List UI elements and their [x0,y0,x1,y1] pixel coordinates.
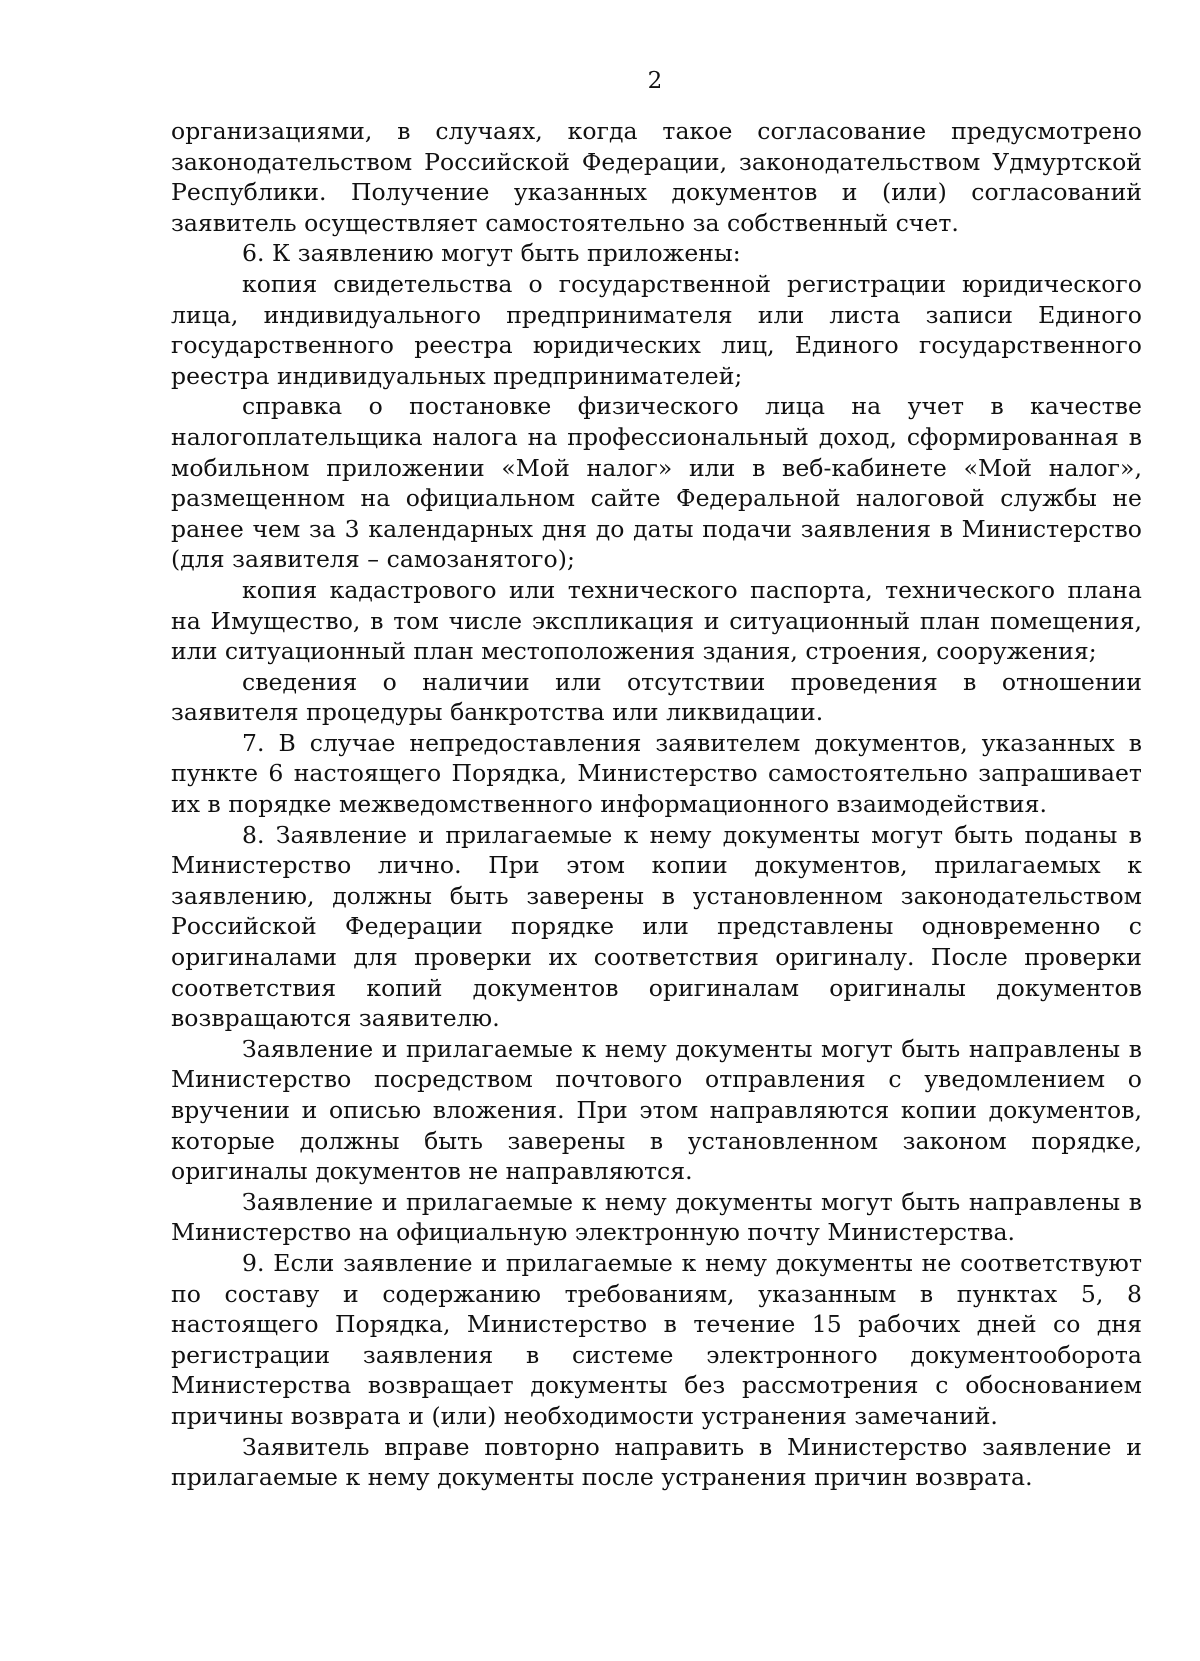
paragraph-bankruptcy-info: сведения о наличии или отсутствии проведения в отношении заявителя процедуры банкротства или ликвидации. [171,667,1142,727]
paragraph-continued: организациями, в случаях, когда такое согласование предусмотрено законодательством Российской Федерации, законодательством Удмуртской Республики. Получение указанных документов и (или) согласований заявитель осуществляет самостоятельно за собственный счет. [171,117,1142,237]
paragraph-self-employed-certificate: справка о постановке физического лица на учет в качестве налогоплательщика налога на профессиональный доход, сформированная в мобильном приложении «Мой налог» или в веб-кабинете «Мой налог», размещенном на официальном сайте Федеральной налоговой службы не ранее чем за 3 календарных дня до даты подачи заявления в Министерство (для заявителя – самозанятого); [171,392,1142,574]
paragraph-item-6-heading: 6. К заявлению могут быть приложены: [242,239,741,268]
paragraph-item-8: 8. Заявление и прилагаемые к нему документы могут быть поданы в Министерство лично. При этом копии документов, прилагаемых к заявлению, должны быть заверены в установленном законодательством Российской Федерации порядке или представлены одновременно с оригиналами для проверки их соответствия оригиналу. После проверки соответствия копий документов оригиналам оригиналы документов возвращаются заявителю. [171,820,1142,1033]
paragraph-item-9: 9. Если заявление и прилагаемые к нему документы не соответствуют по составу и содержанию требованиям, указанным в пунктах 5, 8 настоящего Порядка, Министерство в течение 15 рабочих дней со дня регистрации заявления в системе электронного документооборота Министерства возвращает документы без рассмотрения с обоснованием причины возврата и (или) необходимости устранения замечаний. [171,1248,1142,1430]
paragraph-registration-certificate: копия свидетельства о государственной регистрации юридического лица, индивидуального предпринимателя или листа записи Единого государственного реестра юридических лиц, Единого государственного реестра индивидуальных предпринимателей; [171,269,1142,390]
document-body [171,116,1142,1493]
paragraph-resubmission: Заявитель вправе повторно направить в Министерство заявление и прилагаемые к нему документы после устранения причин возврата. [171,1432,1142,1492]
page-number: 2 [647,68,663,94]
paragraph-email-submission: Заявление и прилагаемые к нему документы могут быть направлены в Министерство на официальную электронную почту Министерства. [171,1187,1142,1247]
paragraph-postal-submission: Заявление и прилагаемые к нему документы могут быть направлены в Министерство посредством почтового отправления с уведомлением о вручении и описью вложения. При этом направляются копии документов, которые должны быть заверены в установленном законом порядке, оригиналы документов не направляются. [171,1034,1142,1186]
paragraph-cadastral-passport: копия кадастрового или технического паспорта, технического плана на Имущество, в том числе экспликация и ситуационный план помещения, или ситуационный план местоположения здания, строения, сооружения; [171,575,1142,666]
paragraph-item-7: 7. В случае непредоставления заявителем документов, указанных в пункте 6 настоящего Порядка, Министерство самостоятельно запрашивает их в порядке межведомственного информационного взаимодействия. [171,728,1142,819]
